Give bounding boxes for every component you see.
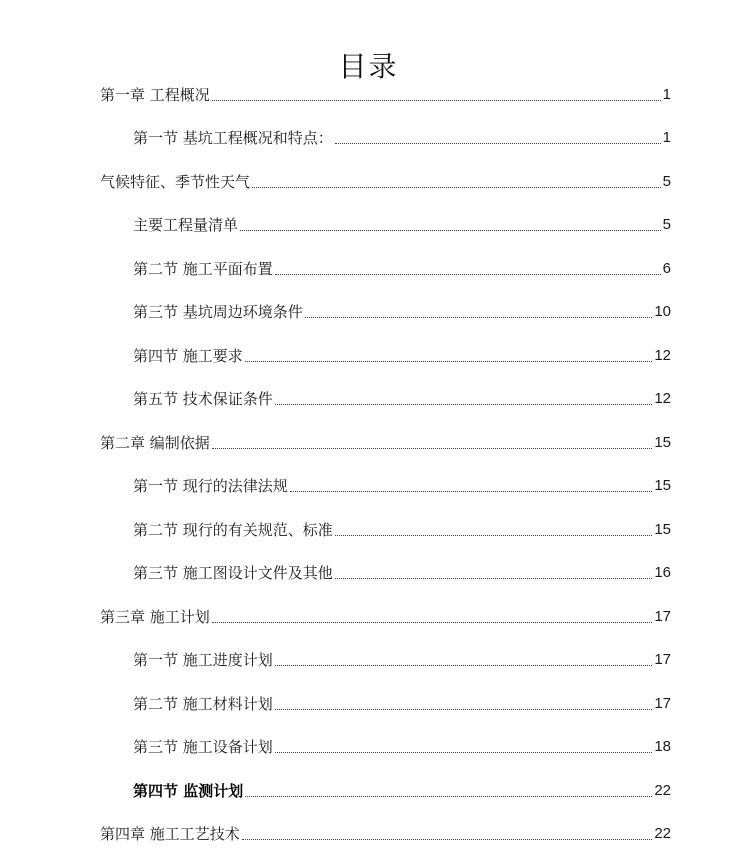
toc-entry-page: 12: [654, 347, 671, 364]
dot-leader: [240, 230, 661, 231]
toc-entry[interactable]: [133, 735, 671, 757]
dot-leader: [245, 361, 653, 362]
dot-leader: [212, 100, 661, 101]
toc-entry[interactable]: [133, 300, 671, 322]
toc-entry-label: 第四节 监测计划: [133, 782, 244, 800]
dot-leader: [305, 317, 653, 318]
toc-entry-label: 第三节 基坑周边环境条件: [133, 303, 303, 321]
toc-entry-page: 15: [654, 434, 671, 451]
dot-leader: [335, 535, 653, 536]
toc-entry-label: 主要工程量清单: [133, 216, 239, 234]
toc-entry-page: 15: [654, 477, 671, 494]
toc-entry-page: 18: [654, 738, 671, 755]
dot-leader: [252, 187, 661, 188]
toc-entry-label: 第四章 施工工艺技术: [100, 825, 240, 843]
toc-entry-label: 第五节 技术保证条件: [133, 390, 273, 408]
dot-leader: [212, 622, 653, 623]
toc-entry[interactable]: [133, 779, 671, 801]
toc-entry-page: 17: [654, 608, 671, 625]
toc-entry[interactable]: [100, 83, 671, 105]
toc-entry[interactable]: [133, 344, 671, 366]
toc-entry[interactable]: [133, 213, 671, 235]
toc-entry-page: 1: [662, 129, 671, 146]
dot-leader: [212, 448, 653, 449]
toc-title: 目录: [338, 49, 399, 83]
dot-leader: [275, 709, 653, 710]
dot-leader: [245, 796, 652, 797]
toc-entry-page: 12: [654, 390, 671, 407]
dot-leader: [275, 274, 661, 275]
toc-entry[interactable]: [133, 474, 671, 496]
dot-leader: [335, 578, 653, 579]
toc-entry-label: 第一节 基坑工程概况和特点：: [133, 129, 333, 147]
toc-entry[interactable]: [133, 648, 671, 670]
dot-leader: [335, 143, 661, 144]
toc-entry-label: 第二章 编制依据: [100, 434, 210, 452]
toc-entry-page: 17: [654, 695, 671, 712]
toc-entry[interactable]: [133, 518, 671, 540]
toc-entry-label: 第二节 施工平面布置: [133, 260, 273, 278]
toc-entry[interactable]: [100, 822, 671, 844]
toc-entry-label: 第四节 施工要求: [133, 347, 243, 365]
dot-leader: [275, 752, 653, 753]
toc-entry[interactable]: [100, 605, 671, 627]
dot-leader: [275, 665, 653, 666]
toc-entry[interactable]: [133, 126, 671, 148]
toc-entry[interactable]: [133, 257, 671, 279]
toc-entry-label: 第一节 现行的法律法规: [133, 477, 288, 495]
toc-entry-label: 第三章 施工计划: [100, 608, 210, 626]
dot-leader: [290, 491, 653, 492]
toc-entry-page: 10: [654, 303, 671, 320]
toc-entry-label: 第二节 施工材料计划: [133, 695, 273, 713]
toc-entry-page: 16: [654, 564, 671, 581]
toc-entry-page: 17: [654, 651, 671, 668]
toc-entry-label: 第一节 施工进度计划: [133, 651, 273, 669]
dot-leader: [242, 839, 653, 840]
toc-entry-page: 22: [654, 782, 671, 799]
toc-entry-label: 第二节 现行的有关规范、标准: [133, 521, 333, 539]
toc-entry[interactable]: [133, 692, 671, 714]
toc-entry-label: 气候特征、季节性天气: [100, 173, 251, 191]
toc-entry-page: 6: [662, 260, 671, 277]
toc-entry-page: 5: [662, 173, 671, 190]
toc-entry[interactable]: [100, 431, 671, 453]
toc-entry[interactable]: [133, 561, 671, 583]
toc-entry[interactable]: [133, 387, 671, 409]
toc-entry-label: 第三节 施工设备计划: [133, 738, 273, 756]
toc-entry-page: 5: [662, 216, 671, 233]
toc-entry-label: 第一章 工程概况: [100, 86, 210, 104]
toc-entry-page: 22: [654, 825, 671, 842]
toc-entry[interactable]: [100, 170, 671, 192]
dot-leader: [275, 404, 653, 405]
toc-entry-label: 第三节 施工图设计文件及其他: [133, 564, 333, 582]
toc-entry-page: 15: [654, 521, 671, 538]
toc-entry-page: 1: [662, 86, 671, 103]
